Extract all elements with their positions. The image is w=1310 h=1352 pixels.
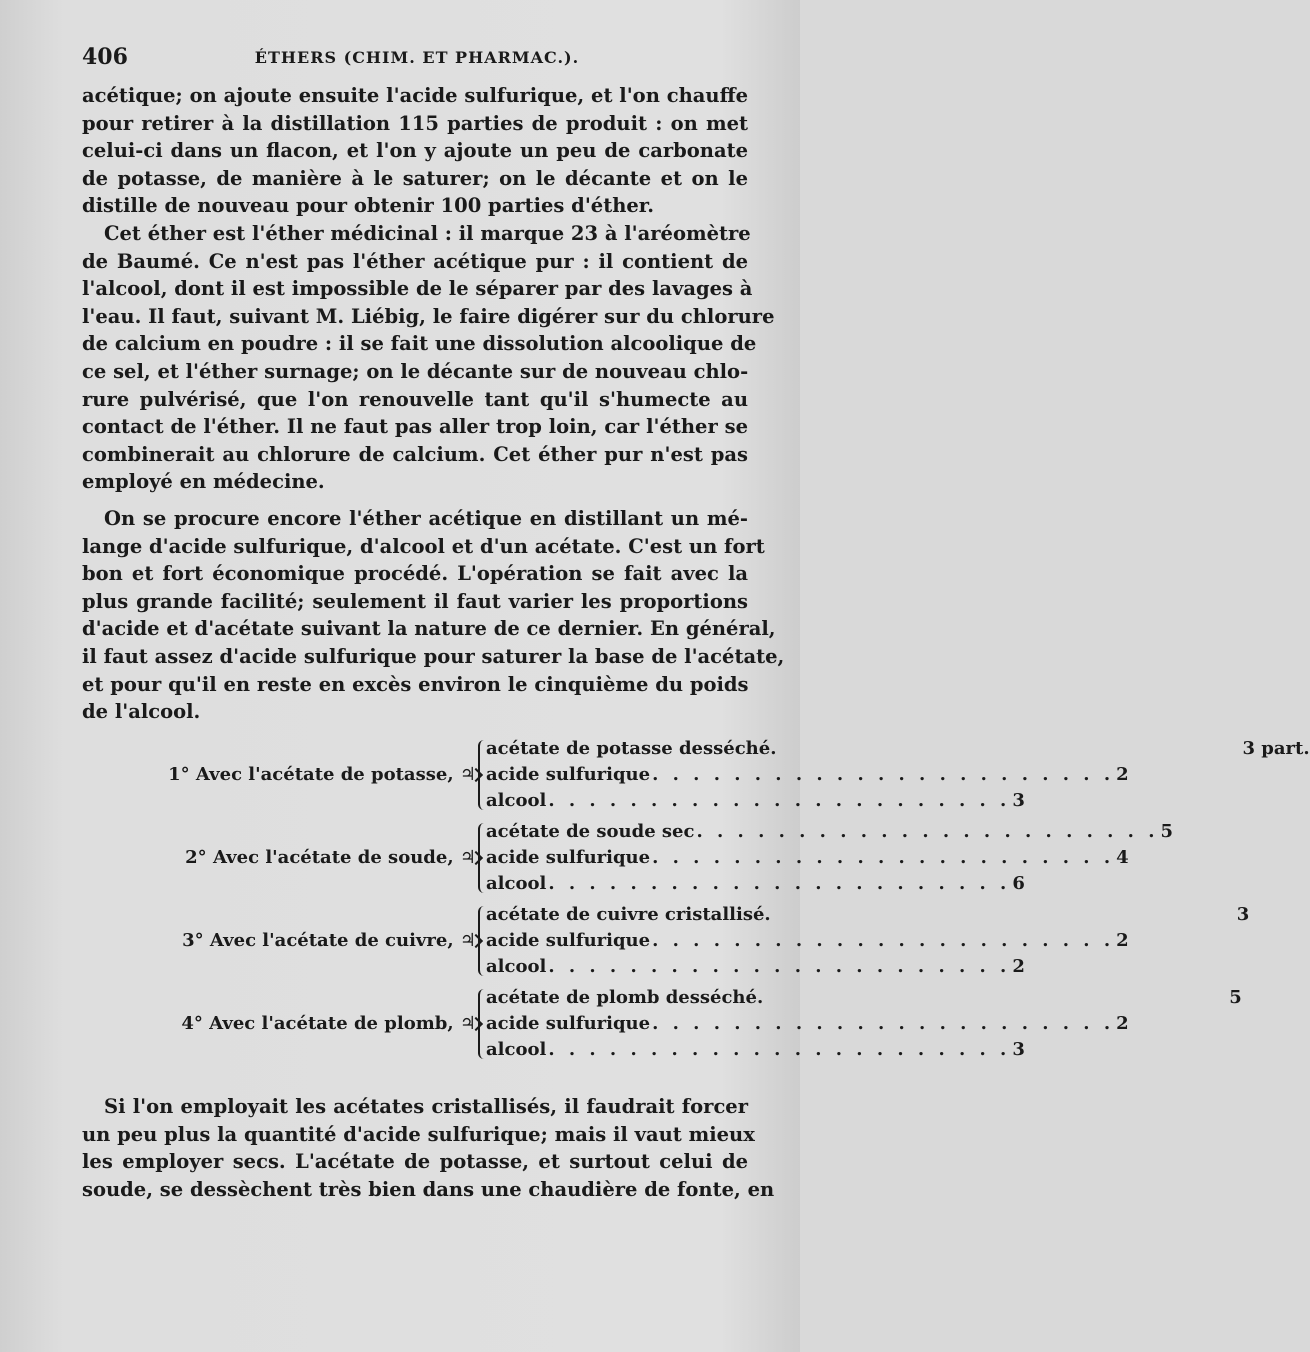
page-number: 406 [82,44,128,70]
ingredient-name: acide sulfurique [486,1013,651,1034]
ingredient-row [486,985,1242,1011]
recipe-list [82,736,1310,1068]
ingredient-quantity: 2 [1012,956,1025,977]
ingredient-name: acide sulfurique [486,764,651,785]
dot-leader [650,1011,1116,1037]
text-line: de Baumé. Ce n'est pas l'éther acétique pur : il contient de [82,249,748,273]
ingredient-quantity: 5 [1160,821,1173,842]
paragraph-4 [82,1093,775,1203]
dot-leader [650,845,1116,871]
ingredient-quantity: 3 [1236,904,1250,925]
ingredient-quantity: 4 [1116,847,1129,868]
recipe-label: 3° Avec l'acétate de cuivre, ♃ [182,930,476,951]
text-line: On se procure encore l'éther acétique en distillant un mé- [104,507,748,530]
text-line: Si l'on employait les acétates cristallisés, il faudrait forcer [104,1095,748,1118]
ingredient-quantity: 2 [1116,930,1129,951]
recipe-soude [82,819,1173,902]
ingredient-row [486,1037,1025,1063]
text-line: soude, se dessèchent très bien dans une chaudière de fonte, en [82,1177,775,1201]
text-line: il faut assez d'acide sulfurique pour saturer la base de l'acétate, [82,644,785,668]
running-head: ÉTHERS (CHIM. ET PHARMAC.). [254,48,580,67]
text-line: employé en médecine. [82,470,325,494]
page-header [82,44,752,78]
dot-leader [546,1037,1012,1063]
text-line: lange d'acide sulfurique, d'alcool et d'un acétate. C'est un fort [82,534,765,558]
text-line: de potasse, de manière à le saturer; on le décante et on le [82,166,748,190]
text-line: d'acide et d'acétate suivant la nature de ce dernier. En général, [82,617,776,641]
ingredient-row [486,762,1129,788]
dot-leader [694,819,1160,845]
ingredient-quantity: 3 part. [1242,738,1310,759]
ingredient-row [486,788,1025,814]
recipe-label: 1° Avec l'acétate de potasse, ♃ [168,764,476,785]
ingredient-list [486,902,1250,980]
text-line: l'alcool, dont il est impossible de le séparer par des lavages à [82,277,753,301]
ingredient-quantity: 3 [1012,790,1025,811]
ingredient-name: alcool [486,790,547,811]
ingredient-name: acide sulfurique [486,847,651,868]
ingredient-row [486,736,1310,762]
text-line: combinerait au chlorure de calcium. Cet éther pur n'est pas [82,442,748,466]
ingredient-name: acétate de plomb desséché. [486,987,764,1008]
text-line: ce sel, et l'éther surnage; on le décante sur de nouveau chlo- [82,359,749,383]
text-line: les employer secs. L'acétate de potasse, et surtout celui de [82,1150,748,1174]
ingredient-quantity: 3 [1012,1039,1025,1060]
ingredient-row [486,819,1173,845]
ingredient-quantity: 2 [1116,764,1129,785]
ingredient-quantity: 6 [1012,873,1025,894]
dot-leader [650,928,1116,954]
text-line: de calcium en poudre : il se fait une dissolution alcoolique de [82,332,757,356]
ingredient-list [486,985,1242,1063]
ingredient-row [486,871,1025,897]
text-line: et pour qu'il en reste en excès environ le cinquième du poids [82,672,749,696]
paragraph-1 [82,82,748,220]
text-line: contact de l'éther. Il ne faut pas aller trop loin, car l'éther se [82,415,748,439]
dot-leader [546,954,1012,980]
ingredient-name: alcool [486,873,547,894]
text-line: celui-ci dans un flacon, et l'on y ajoute un peu de carbonate [82,139,748,163]
ingredient-name: alcool [486,1039,547,1060]
text-line: acétique; on ajoute ensuite l'acide sulfurique, et l'on chauffe [82,84,748,107]
text-line: rure pulvérisé, que l'on renouvelle tant qu'il s'humecte au [82,387,748,411]
text-line: distille de nouveau pour obtenir 100 parties d'éther. [82,194,655,218]
ingredient-list [486,736,1310,814]
ingredient-row [486,1011,1129,1037]
recipe-potasse [82,736,1310,819]
text-line: l'eau. Il faut, suivant M. Liébig, le faire digérer sur du chlorure [82,304,775,328]
dot-leader [546,788,1012,814]
text-line: un peu plus la quantité d'acide sulfurique; mais il vaut mieux [82,1122,755,1146]
paragraph-2 [82,220,775,496]
ingredient-name: alcool [486,956,547,977]
dot-leader [650,762,1116,788]
ingredient-name: acétate de potasse desséché. [486,738,777,759]
text-line: Cet éther est l'éther médicinal : il marque 23 à l'aréomètre [104,222,751,245]
ingredient-row [486,845,1129,871]
recipe-cuivre [82,902,1250,985]
text-line: de l'alcool. [82,700,201,724]
ingredient-list [486,819,1173,897]
ingredient-name: acétate de cuivre cristallisé. [486,904,771,925]
ingredient-row [486,902,1250,928]
recipe-plomb [82,985,1242,1068]
ingredient-row [486,954,1025,980]
ingredient-row [486,928,1129,954]
paragraph-3 [82,505,785,726]
text-line: plus grande facilité; seulement il faut varier les proportions [82,589,748,613]
text-line: pour retirer à la distillation 115 parties de produit : on met [82,111,748,135]
ingredient-name: acétate de soude sec [486,821,695,842]
text-line: bon et fort économique procédé. L'opération se fait avec la [82,562,748,586]
ingredient-name: acide sulfurique [486,930,651,951]
recipe-label: 4° Avec l'acétate de plomb, ♃ [181,1013,476,1034]
ingredient-quantity: 2 [1116,1013,1129,1034]
recipe-label: 2° Avec l'acétate de soude, ♃ [185,847,476,868]
dot-leader [546,871,1012,897]
ingredient-quantity: 5 [1229,987,1242,1008]
